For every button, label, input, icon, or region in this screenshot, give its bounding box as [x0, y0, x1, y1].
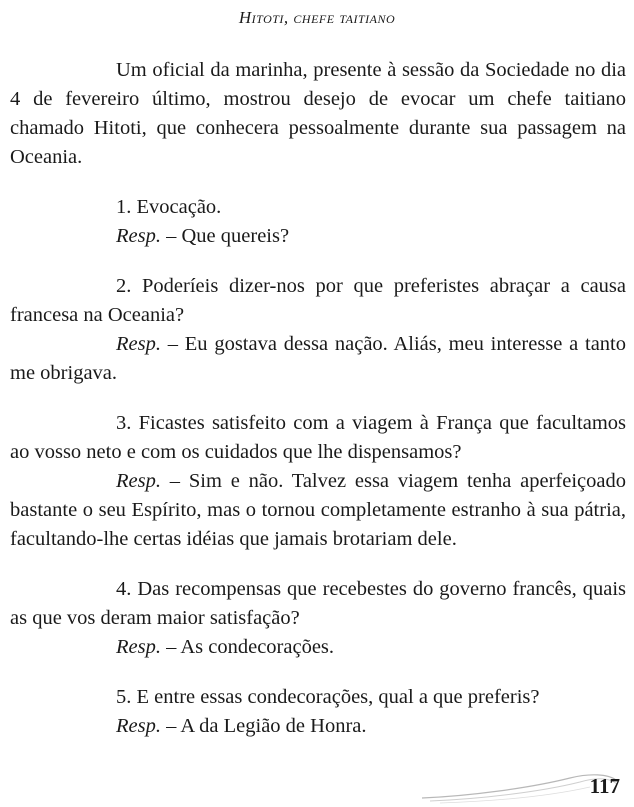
answer-4 — [10, 633, 626, 662]
answer-3-text: – Sim e não. Talvez essa viagem tenha aperfeiçoado bastante o seu Espírito, mas o tornou completamente estranho à sua pátria, facultando-lhe certas idéias que jamais brotariam dele. — [10, 470, 627, 550]
resp-label: Resp. — [116, 636, 161, 658]
question-2: 2. Poderíeis dizer-nos por que preferistes abraçar a causa francesa na Oceania? — [10, 275, 626, 326]
resp-label: Resp. — [116, 225, 161, 247]
answer-1-text: – Que quereis? — [166, 225, 290, 247]
resp-label: Resp. — [116, 715, 161, 737]
answer-2-text: – Eu gostava dessa nação. Aliás, meu interesse a tanto me obrigava. — [10, 333, 627, 384]
resp-label: Resp. — [116, 470, 161, 492]
answer-3 — [10, 467, 626, 554]
question-5: 5. E entre essas condecorações, qual a que preferis? — [116, 686, 540, 708]
question-1: 1. Evocação. — [116, 196, 222, 218]
answer-4-text: – As condecorações. — [166, 636, 335, 658]
question-4: 4. Das recompensas que recebestes do governo francês, quais as que vos deram maior satisfação? — [10, 578, 626, 629]
intro-paragraph: Um oficial da marinha, presente à sessão da Sociedade no dia 4 de fevereiro último, mostrou desejo de evocar um chefe taitiano chamado Hitoti, que conhecera pessoalmente durante sua passagem na Oceania. — [10, 59, 626, 168]
answer-5 — [10, 712, 626, 741]
running-header: Hitoti, chefe taitiano — [238, 8, 396, 27]
question-3: 3. Ficastes satisfeito com a viagem à França que facultamos ao vosso neto e com os cuidados que lhe dispensamos? — [10, 412, 626, 463]
answer-5-text: – A da Legião de Honra. — [166, 715, 367, 737]
body-text — [10, 56, 626, 741]
page-number: 117 — [589, 774, 620, 798]
answer-1 — [10, 222, 626, 251]
resp-label: Resp. — [116, 333, 161, 355]
answer-2 — [10, 330, 626, 388]
